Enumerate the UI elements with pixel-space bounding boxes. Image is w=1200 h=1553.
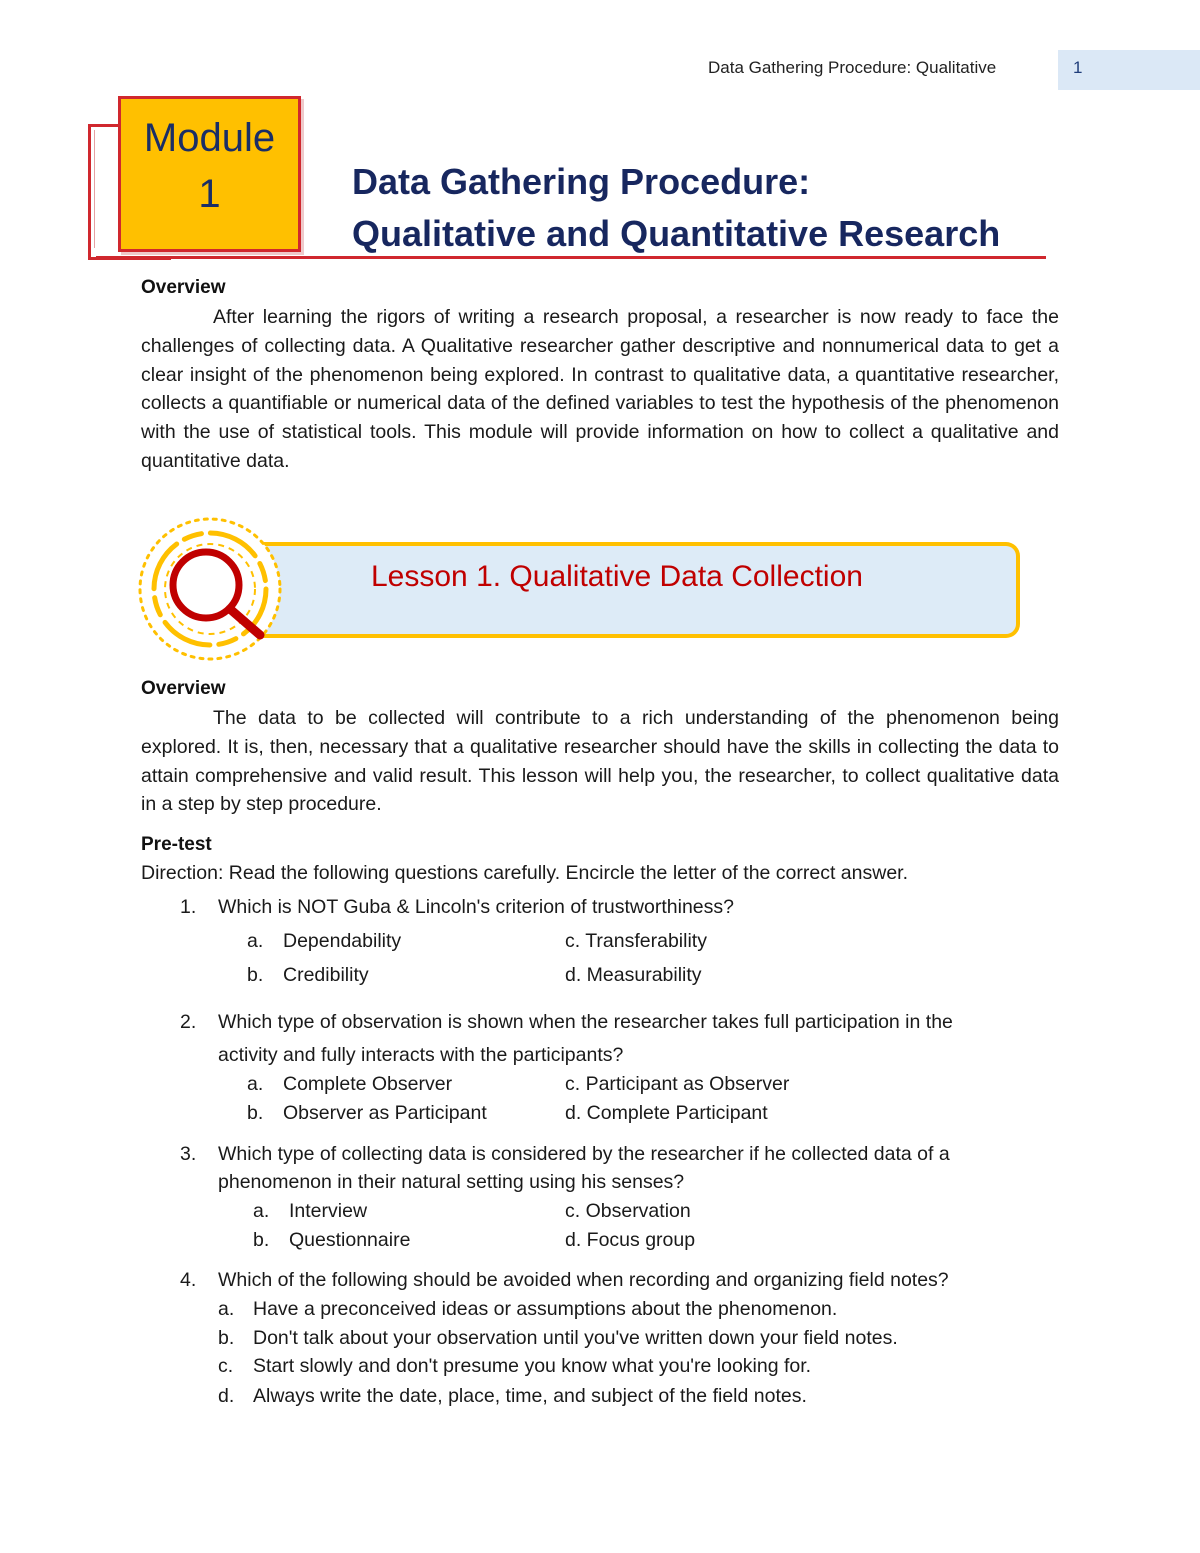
option-letter[interactable]: a.: [247, 930, 264, 952]
question-text: activity and fully interacts with the participants?: [218, 1044, 624, 1066]
magnifying-glass-icon: [136, 515, 284, 663]
option-text[interactable]: d. Measurability: [565, 964, 702, 986]
option-text[interactable]: d. Complete Participant: [565, 1102, 768, 1124]
question-number: 1.: [180, 896, 197, 918]
option-text: Don't talk about your observation until you've written down your field notes.: [253, 1327, 898, 1349]
option-letter[interactable]: b.: [247, 964, 264, 986]
option-text: Have a preconceived ideas or assumptions about the phenomenon.: [253, 1298, 838, 1320]
option-text: Complete Observer: [283, 1073, 453, 1095]
lesson-title: Lesson 1. Qualitative Data Collection: [371, 560, 863, 593]
question-text: phenomenon in their natural setting using his senses?: [218, 1171, 685, 1193]
lesson-overview-heading: Overview: [141, 678, 226, 699]
option-letter[interactable]: a.: [247, 1073, 264, 1095]
module-label-text: Module: [143, 116, 276, 160]
option-letter[interactable]: b.: [253, 1229, 270, 1251]
option-text[interactable]: c. Participant as Observer: [565, 1073, 790, 1095]
option-text: Observer as Participant: [283, 1102, 487, 1124]
question-text: Which of the following should be avoided when recording and organizing field notes?: [218, 1269, 949, 1291]
question-text: Which type of collecting data is considered by the researcher if he collected data of a: [218, 1143, 950, 1165]
running-header: Data Gathering Procedure: Qualitative: [708, 58, 997, 77]
option-text[interactable]: c. Observation: [565, 1200, 691, 1222]
question-number: 4.: [180, 1269, 197, 1291]
option-text[interactable]: d. Focus group: [565, 1229, 696, 1251]
option-text: Interview: [289, 1200, 368, 1222]
module-title-line2: Qualitative and Quantitative Research: [352, 213, 1001, 254]
option-letter[interactable]: b.: [247, 1102, 264, 1124]
option-text: Dependability: [283, 930, 402, 952]
option-text: Always write the date, place, time, and subject of the field notes.: [253, 1385, 807, 1407]
overview-paragraph: [141, 303, 1059, 476]
title-divider: [96, 256, 1046, 259]
option-letter[interactable]: a.: [253, 1200, 270, 1222]
module-number: 1: [198, 172, 221, 216]
question-text: Which type of observation is shown when the researcher takes full participation in the: [218, 1011, 953, 1033]
question-number: 2.: [180, 1011, 197, 1033]
module-label: [118, 110, 301, 222]
option-text: Questionnaire: [289, 1229, 411, 1251]
option-text: Start slowly and don't presume you know what you're looking for.: [253, 1355, 812, 1377]
option-text[interactable]: c. Transferability: [565, 930, 707, 952]
pretest-heading: Pre-test: [141, 834, 212, 855]
question-number: 3.: [180, 1143, 197, 1165]
overview-paragraph-text: After learning the rigors of writing a research proposal, a researcher is now ready to face the challenges of collecting data. A Qualitative researcher gather descriptive and nonnumerical data to get a clear insight of the phenomenon being explored. In contrast to qualitative data, a quantitative researcher, collects a quantifiable or numerical data of the defined variables to test the hypothesis of the phenomenon with the use of statistical tools. This module will provide information on how to collect a qualitative and quantitative data.: [141, 306, 1059, 472]
overview-heading: Overview: [141, 277, 226, 298]
module-title: [352, 156, 1000, 260]
module-title-line1: Data Gathering Procedure:: [352, 161, 811, 202]
option-letter[interactable]: d.: [218, 1385, 235, 1407]
lesson-overview-paragraph-text: The data to be collected will contribute to a rich understanding of the phenomenon being explored. It is, then, necessary that a qualitative researcher should have the skills in collecting the data to attain comprehensive and valid result. This lesson will help you, the researcher, to collect qualitative data in a step by step procedure.: [141, 707, 1059, 816]
pretest-direction: Direction: Read the following questions carefully. Encircle the letter of the correct answer.: [141, 862, 909, 884]
lesson-overview-paragraph: [141, 704, 1059, 819]
option-letter[interactable]: a.: [218, 1298, 235, 1320]
question-text: Which is NOT Guba & Lincoln's criterion of trustworthiness?: [218, 896, 734, 918]
option-letter[interactable]: b.: [218, 1327, 235, 1349]
option-letter[interactable]: c.: [218, 1355, 234, 1377]
page-number: 1: [1073, 58, 1083, 77]
option-text: Credibility: [283, 964, 369, 986]
